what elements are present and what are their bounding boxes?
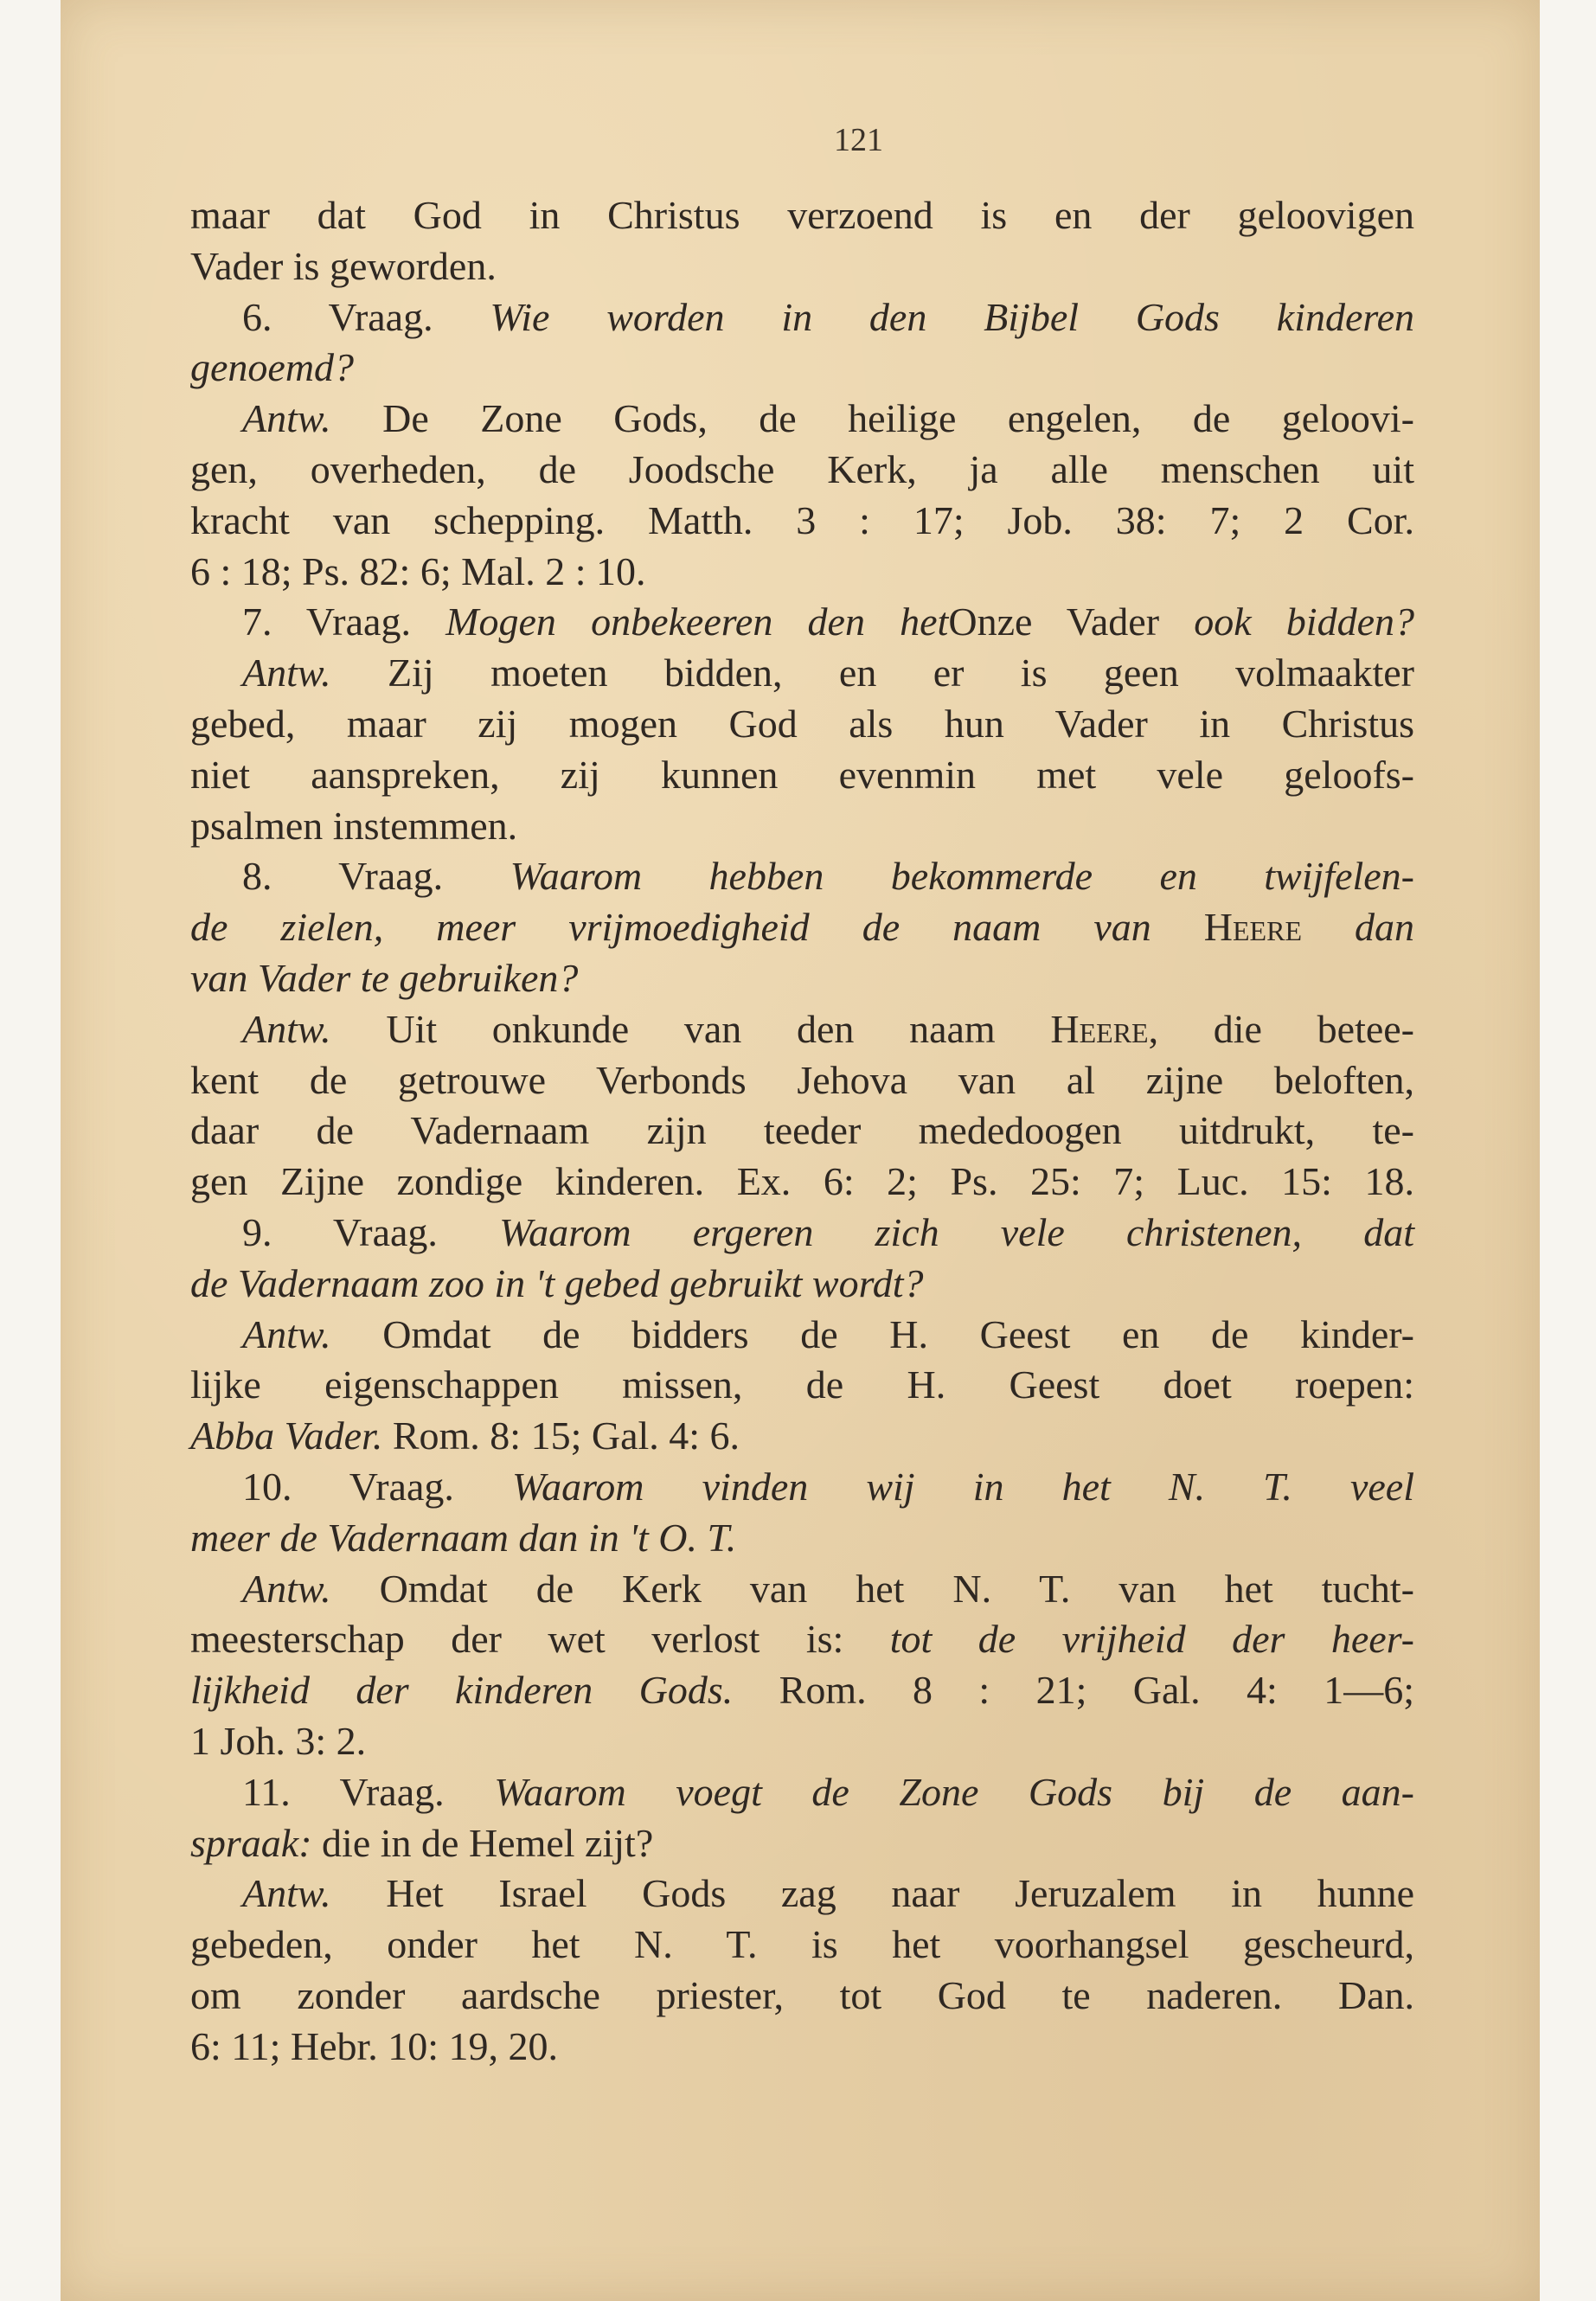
answer-line: Antw. Zij moeten bidden, en er is geen volmaakter [242,651,1414,695]
question-line: 7. Vraag. Mogen onbekeeren den hetOnze Vader ook bidden? [242,599,1414,644]
question-line: 10. Vraag. Waarom vinden wij in het N. T. veel [242,1464,1414,1509]
answer-line: Antw. Het Israel Gods zag naar Jeruzalem in hunne [242,1871,1414,1916]
text-line: gen, overheden, de Joodsche Kerk, ja alle menschen uit [190,446,1414,491]
text-line: gen Zijne zondige kinderen. Ex. 6: 2; Ps. 25: 7; Luc. 15: 18. [190,1159,1414,1204]
page-number: 121 [834,122,883,158]
text-line: niet aanspreken, zij kunnen evenmin met vele geloofs- [190,752,1414,797]
text-line: 1 Joh. 3: 2. [190,1718,367,1763]
text-line: lijkheid der kinderen Gods. Rom. 8 : 21; Gal. 4: 1—6; [190,1668,1415,1713]
text-line: meesterschap der wet verlost is: tot de vrijheid der heer- [190,1617,1414,1662]
question-line: genoemd? [190,345,355,390]
question-line: 9. Vraag. Waarom ergeren zich vele christenen, dat [242,1209,1414,1254]
text-line: Abba Vader. Rom. 8: 15; Gal. 4: 6. [190,1413,740,1458]
text-line: psalmen instemmen. [190,803,518,848]
question-line: 6. Vraag. Wie worden in den Bijbel Gods kinderen [242,294,1415,339]
question-line: 11. Vraag. Waarom voegt de Zone Gods bij de aan- [242,1769,1414,1814]
book-page [61,0,1540,2301]
text-line: kent de getrouwe Verbonds Jehova van al zijne beloften, [190,1057,1414,1102]
question-line: de Vadernaam zoo in 't gebed gebruikt wordt? [190,1260,924,1305]
text-line: 6: 11; Hebr. 10: 19, 20. [190,2023,559,2068]
answer-line: Antw. De Zone Gods, de heilige engelen, de geloovi- [242,396,1414,441]
answer-line: Antw. Omdat de bidders de H. Geest en de kinder- [242,1311,1414,1356]
text-line: Vader is geworden. [190,243,497,288]
question-line: spraak: die in de Hemel zijt? [190,1820,654,1865]
text-line: gebed, maar zij mogen God als hun Vader in Christus [190,701,1414,746]
question-line: van Vader te gebruiken? [190,955,579,1000]
question-line: meer de Vadernaam dan in 't O. T. [190,1515,737,1560]
page-text [190,190,1414,2072]
question-line: de zielen, meer vrijmoedigheid de naam van Heere dan [190,905,1415,950]
text-line: daar de Vadernaam zijn teeder mededoogen uitdrukt, te- [190,1108,1414,1153]
text-line: gebeden, onder het N. T. is het voorhangsel gescheurd, [190,1922,1414,1967]
text-line: 6 : 18; Ps. 82: 6; Mal. 2 : 10. [190,548,646,593]
text-line: kracht van schepping. Matth. 3 : 17; Job. 38: 7; 2 Cor. [190,497,1414,542]
text-line: om zonder aardsche priester, tot God te naderen. Dan. [190,1972,1414,2017]
text-line: lijke eigenschappen missen, de H. Geest doet roepen: [190,1362,1414,1407]
answer-line: Antw. Uit onkunde van den naam Heere, die betee- [242,1006,1414,1051]
question-line: 8. Vraag. Waarom hebben bekommerde en twijfelen- [242,854,1414,899]
answer-line: Antw. Omdat de Kerk van het N. T. van het tucht- [242,1566,1414,1611]
text-line: maar dat God in Christus verzoend is en der geloovigen [190,193,1414,237]
